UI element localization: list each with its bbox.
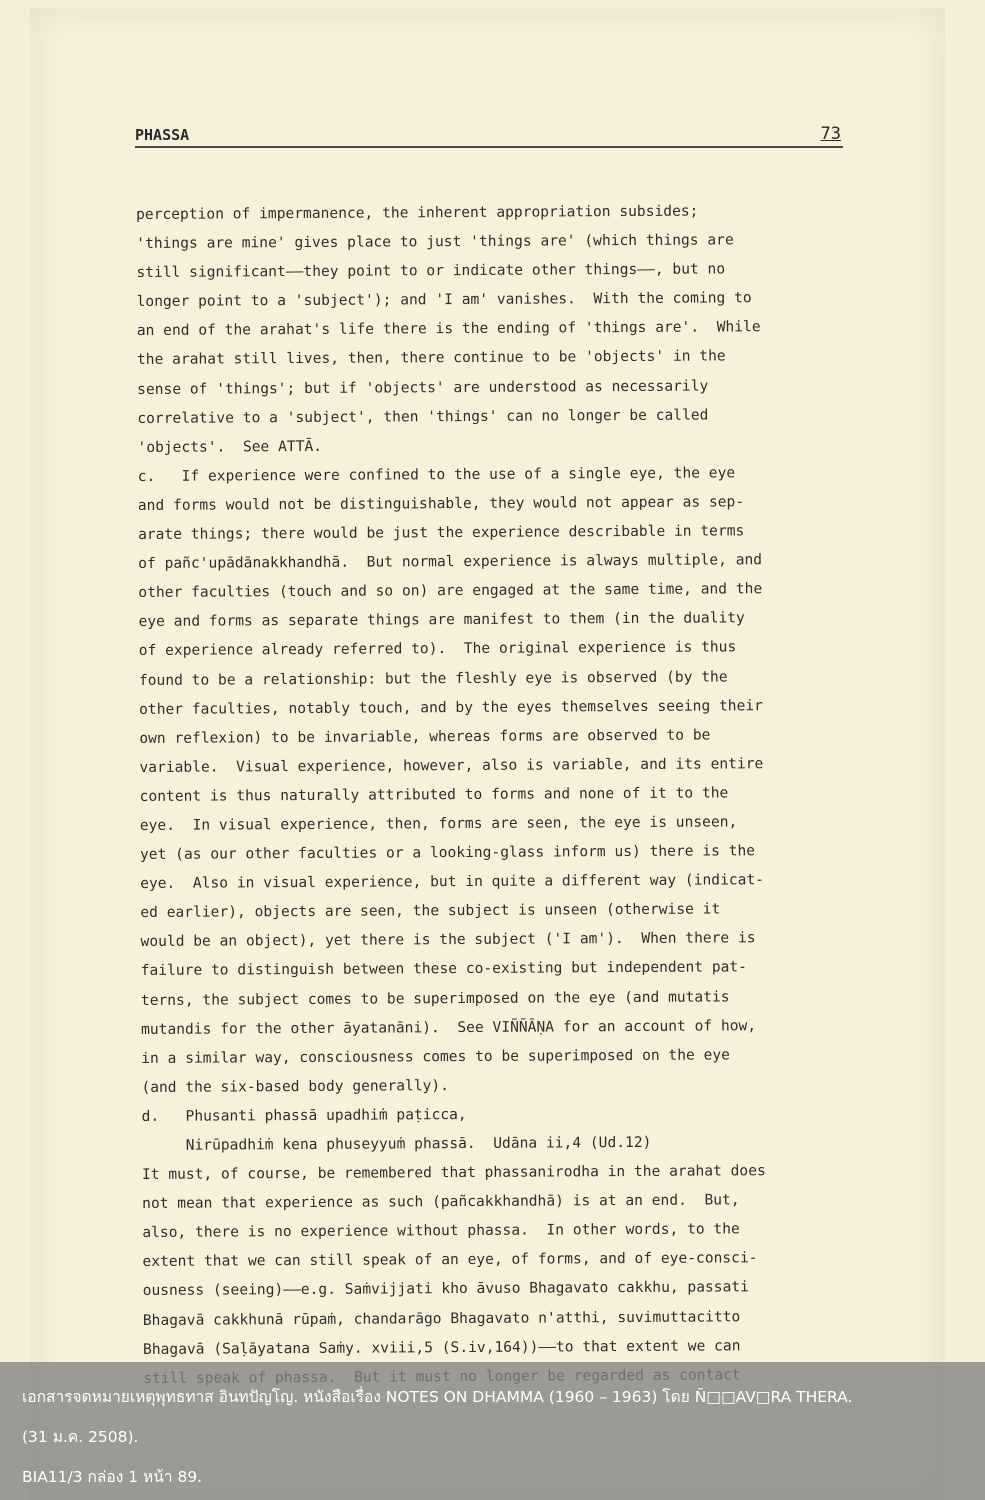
text-line: extent that we can still speak of an eye, of forms, and of eye-consci- <box>142 1249 758 1271</box>
text-line: and forms would not be distinguishable, they would not appear as sep- <box>137 493 745 514</box>
text-line: of pañc'upādānakkhandhā. But normal experience is always multiple, and <box>138 551 763 573</box>
text-line: mutandis for the other āyatanāni). See VIÑÑĀṆA for an account of how, <box>141 1016 757 1038</box>
text-line: Bhagavā cakkhunā rūpaṁ, chandarāgo Bhagavato n'atthi, suvimuttacitto <box>142 1307 741 1329</box>
caption-line-3: BIA11/3 กล่อง 1 หน้า 89. <box>22 1468 203 1486</box>
text-line: terns, the subject comes to be superimposed on the eye (and mutatis <box>140 987 730 1009</box>
text-line: own reflexion) to be invariable, whereas forms are observed to be <box>139 726 711 747</box>
text-line: perception of impermanence, the inherent appropriation subsides; <box>136 202 699 223</box>
text-line: of experience already referred to). The original experience is thus <box>138 638 737 660</box>
text-line: (and the six-based body generally). <box>141 1076 449 1096</box>
text-line: would be an object), yet there is the subject ('I am'). When there is <box>140 929 756 951</box>
text-line: 'objects'. See ATTĀ. <box>137 437 323 456</box>
text-line: still significant——they point to or indicate other things——, but no <box>136 260 726 282</box>
text-line: also, there is no experience without phassa. In other words, to the <box>142 1220 740 1242</box>
text-line: c. If experience were confined to the use of a single eye, the eye <box>137 464 736 485</box>
text-line: the arahat still lives, then, there continue to be 'objects' in the <box>136 347 726 369</box>
text-line: an end of the arahat's life there is the ending of 'things are'. While <box>136 318 761 340</box>
archive-caption-bar <box>0 1362 985 1500</box>
text-line: 'things are mine' gives place to just 'things are' (which things are <box>136 231 734 253</box>
text-line: Bhagavā (Saḷāyatana Saṁy. xviii,5 (S.iv,164))——to that extent we can <box>142 1336 741 1358</box>
text-line: correlative to a 'subject', then 'things' can no longer be called <box>137 406 709 427</box>
text-line: eye. In visual experience, then, forms are seen, the eye is unseen, <box>139 813 738 834</box>
text-line: Nirūpadhiṁ kena phuseyyuṁ phassā. Udāna ii,4 (Ud.12) <box>141 1133 652 1154</box>
text-line: failure to distinguish between these co-existing but independent pat- <box>140 958 747 980</box>
text-line: other faculties (touch and so on) are engaged at the same time, and the <box>138 580 763 602</box>
text-line: other faculties, notably touch, and by the eyes themselves seeing their <box>139 696 763 718</box>
text-line: in a similar way, consciousness comes to be superimposed on the eye <box>141 1046 730 1067</box>
caption-line-2: (31 ม.ค. 2508). <box>22 1428 139 1446</box>
text-line: eye and forms as separate things are manifest to them (in the duality <box>138 609 745 631</box>
text-line: yet (as our other faculties or a looking-glass inform us) there is the <box>139 842 756 864</box>
text-line: ousness (seeing)——e.g. Saṁvijjati kho āvuso Bhagavato cakkhu, passati <box>142 1278 749 1300</box>
text-line: arate things; there would be just the experience describable in terms <box>137 522 745 544</box>
text-line: variable. Visual experience, however, also is variable, and its entire <box>139 754 764 776</box>
text-line: ed earlier), objects are seen, the subject is unseen (otherwise it <box>140 900 721 922</box>
page-header-title: PHASSA <box>135 126 190 144</box>
text-line: eye. Also in visual experience, but in quite a different way (indicat- <box>140 871 765 893</box>
text-line: not mean that experience as such (pañcakkhandhā) is at an end. But, <box>142 1191 740 1213</box>
text-line: It must, of course, be remembered that phassanirodha in the arahat does <box>141 1162 766 1184</box>
text-line: d. Phusanti phassā upadhiṁ paṭicca, <box>141 1105 467 1125</box>
text-line: content is thus naturally attributed to forms and none of it to the <box>139 784 729 805</box>
caption-line-1: เอกสารจดหมายเหตุพุทธทาส อินทปัญโญ. หนังสือเรื่อง NOTES ON DHAMMA (1960 – 1963) โดย Ñ□□AV□RA THERA. <box>22 1388 853 1406</box>
text-line: longer point to a 'subject'); and 'I am' vanishes. With the coming to <box>136 289 752 311</box>
page-number: 73 <box>820 124 841 144</box>
text-line: sense of 'things'; but if 'objects' are understood as necessarily <box>137 377 709 398</box>
text-line: found to be a relationship: but the fleshly eye is observed (by the <box>138 667 728 689</box>
document-body <box>136 196 863 1393</box>
page-header <box>135 120 843 148</box>
